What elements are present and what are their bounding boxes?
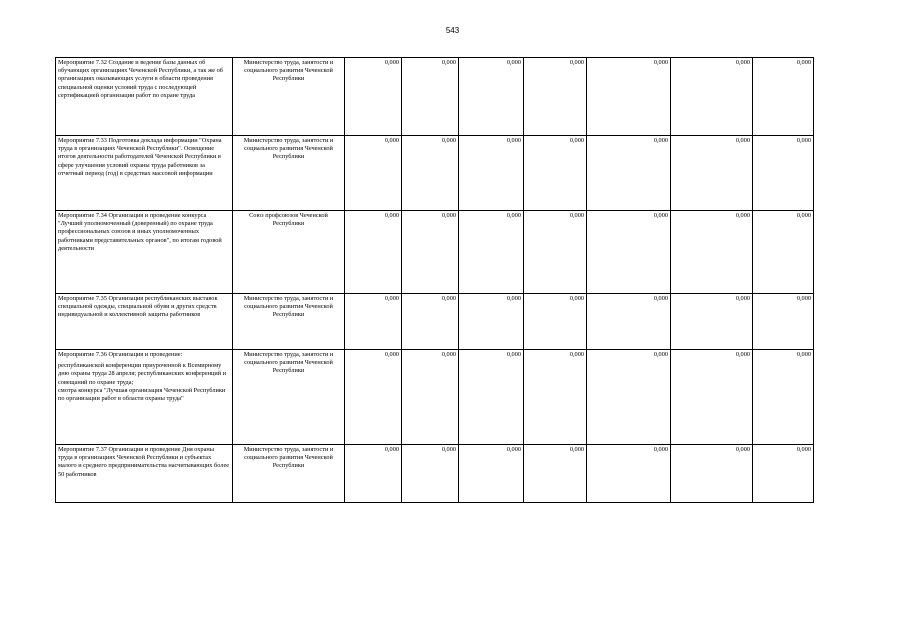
executor-cell: Министерство труда, занятости и социального развития Чеченской Республики [233, 445, 345, 503]
value-cell: 0,000 [524, 294, 587, 350]
value-cell: 0,000 [402, 136, 459, 211]
activity-description-cell [56, 58, 233, 136]
value-cell: 0,000 [459, 350, 524, 445]
value-cell: 0,000 [402, 58, 459, 136]
executor-cell: Союз профсоюзов Чеченской Республики [233, 211, 345, 294]
activity-description: республиканской конференции приуроченной к Всемирному дню охраны труда 28 апреля; республиканских конференций и совещаний по охране труда; [58, 362, 227, 386]
value-cell: 0,000 [402, 350, 459, 445]
value-cell: 0,000 [587, 350, 671, 445]
executor-cell: Министерство труда, занятости и социального развития Чеченской Республики [233, 58, 345, 136]
value-cell: 0,000 [524, 445, 587, 503]
value-cell: 0,000 [345, 211, 402, 294]
value-cell: 0,000 [524, 350, 587, 445]
table-row [56, 58, 814, 136]
activity-description-cell [56, 211, 233, 294]
executor-cell: Министерство труда, занятости и социального развития Чеченской Республики [233, 350, 345, 445]
value-cell: 0,000 [753, 445, 814, 503]
value-cell: 0,000 [402, 211, 459, 294]
activity-description-cell [56, 294, 233, 350]
activity-description: Мероприятие 7.32 Создание и ведение базы данных об обучающих организациях Чеченской Республики, а так же об организациях оказывающих услуги в области проведения специальной оценки условий труда с последующей сертификацией организации работ по охране труда [58, 59, 223, 99]
page-number: 543 [445, 26, 460, 35]
value-cell: 0,000 [671, 58, 753, 136]
value-cell: 0,000 [587, 58, 671, 136]
activity-description: смотра конкурса "Лучшая организация Чеченской Республики по организации работ в области охраны труда" [58, 386, 226, 402]
value-cell: 0,000 [753, 294, 814, 350]
value-cell: 0,000 [587, 445, 671, 503]
table-row [56, 294, 814, 350]
executor-cell: Министерство труда, занятости и социального развития Чеченской Республики [233, 136, 345, 211]
activity-description: Мероприятие 7.33 Подготовка доклада информации "Охрана труда в организациях Чеченской Республики". Освещение итогов деятельности работодателей Чеченской Республики в сфере улучшения условий охраны труда работников за отчетный период (год) в средствах массовой информации [58, 137, 222, 177]
value-cell: 0,000 [671, 445, 753, 503]
value-cell: 0,000 [459, 58, 524, 136]
program-activities-table [55, 57, 814, 503]
activity-description-cell [56, 445, 233, 503]
value-cell: 0,000 [459, 445, 524, 503]
table-row [56, 136, 814, 211]
value-cell: 0,000 [345, 58, 402, 136]
value-cell: 0,000 [587, 294, 671, 350]
table-row [56, 445, 814, 503]
activity-description: Мероприятие 7.37 Организация и проведение Дня охраны труда в организациях Чеченской Республики и субъектах малого и среднего предпринимательства насчитывающих более 50 работников [58, 446, 230, 478]
value-cell: 0,000 [402, 445, 459, 503]
value-cell: 0,000 [753, 58, 814, 136]
activity-description: Мероприятие 7.35 Организация республиканских выставок специальной одежды, специальной обуви и других средств индивидуальной и коллективной защиты работников [58, 295, 218, 319]
activity-description-cell [56, 136, 233, 211]
value-cell: 0,000 [524, 58, 587, 136]
value-cell: 0,000 [345, 350, 402, 445]
table-row [56, 350, 814, 445]
value-cell: 0,000 [671, 136, 753, 211]
activity-description-cell [56, 350, 233, 445]
value-cell: 0,000 [671, 211, 753, 294]
activity-description: Мероприятие 7.36 Организация и проведение: [58, 351, 183, 358]
value-cell: 0,000 [671, 350, 753, 445]
value-cell: 0,000 [402, 294, 459, 350]
value-cell: 0,000 [345, 294, 402, 350]
value-cell: 0,000 [753, 211, 814, 294]
value-cell: 0,000 [753, 136, 814, 211]
executor-cell: Министерство труда, занятости и социального развития Чеченской Республики [233, 294, 345, 350]
table-row [56, 211, 814, 294]
value-cell: 0,000 [345, 445, 402, 503]
table-body [56, 58, 814, 503]
value-cell: 0,000 [753, 350, 814, 445]
value-cell: 0,000 [459, 136, 524, 211]
value-cell: 0,000 [459, 294, 524, 350]
value-cell: 0,000 [524, 136, 587, 211]
value-cell: 0,000 [587, 211, 671, 294]
value-cell: 0,000 [524, 211, 587, 294]
value-cell: 0,000 [459, 211, 524, 294]
value-cell: 0,000 [587, 136, 671, 211]
activity-description: Мероприятие 7.34 Организация и проведение конкурса "Лучший уполномоченный (доверенный) по охране труда профессиональных союзов и иных уполномоченных работниками представительных органов", по итогам годовой деятельности [58, 212, 222, 252]
value-cell: 0,000 [345, 136, 402, 211]
value-cell: 0,000 [671, 294, 753, 350]
